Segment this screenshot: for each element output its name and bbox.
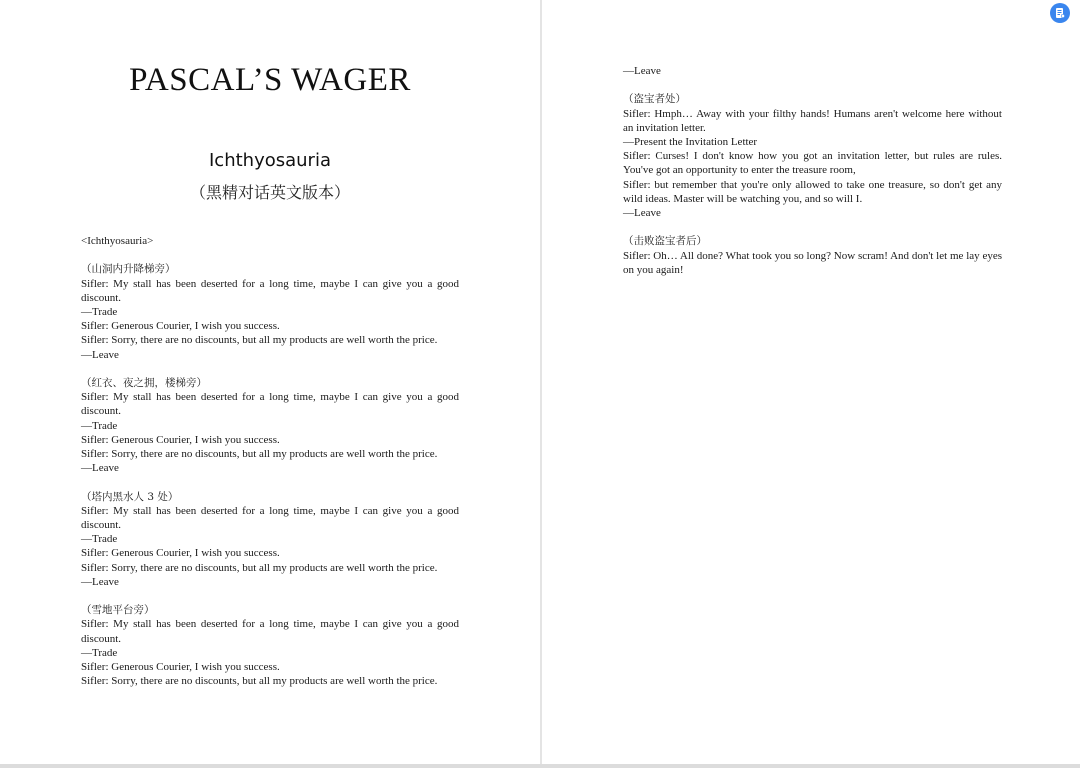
dialogue-line: Sifler: My stall has been deserted for a long time, maybe I can give you a good discount. xyxy=(81,504,459,532)
dialogue-line: —Leave xyxy=(623,65,661,77)
dialogue-line: —Leave xyxy=(81,462,119,475)
dialogue-line: Sifler: Sorry, there are no discounts, but all my products are well worth the price. xyxy=(81,334,438,347)
dialogue-line: Sifler: but remember that you're only allowed to take one treasure, so don't get any wild ideas. Master will be watching you, and so will I. xyxy=(623,178,1002,205)
right-sections xyxy=(623,92,1002,277)
dialogue-line: —Trade xyxy=(81,419,118,432)
dialogue-line: —Leave xyxy=(81,575,119,588)
dialogue-line: Sifler: Generous Courier, I wish you success. xyxy=(81,320,280,333)
dialogue-line: —Trade xyxy=(81,306,118,318)
section-tag: <Ichthyosauria> xyxy=(81,235,154,247)
section-heading: （盗宝者处） xyxy=(623,93,686,106)
dialogue-line: Sifler: Sorry, there are no discounts, but all my products are well worth the price. xyxy=(81,675,438,688)
section-heading: （雪地平台旁） xyxy=(81,604,155,617)
document-title: PASCAL’S WAGER xyxy=(129,62,411,98)
document-page-right xyxy=(542,0,1080,764)
dialogue-line: Sifler: Sorry, there are no discounts, but all my products are well worth the price. xyxy=(81,448,438,461)
dialogue-line: Sifler: Hmph… Away with your filthy hands! Humans aren't welcome here without an invitation letter. xyxy=(623,107,1002,134)
dialogue-line: —Trade xyxy=(81,646,118,659)
dialogue-line: Sifler: Generous Courier, I wish you success. xyxy=(81,547,280,560)
left-sections xyxy=(81,262,459,688)
dialogue-line: —Leave xyxy=(623,207,661,220)
document-icon[interactable] xyxy=(1050,3,1070,23)
dialogue-line: Sifler: Curses! I don't know how you got an invitation letter, but rules are rules. You've got an opportunity to enter the treasure room, xyxy=(623,150,1002,177)
dialogue-line: Sifler: Generous Courier, I wish you success. xyxy=(81,433,280,446)
dialogue-line: —Trade xyxy=(81,533,118,546)
document-subtitle-cn: （黑精对话英文版本） xyxy=(189,183,350,202)
dialogue-line: Sifler: Generous Courier, I wish you success. xyxy=(81,661,280,674)
section-heading: （塔内黑水人 3 处） xyxy=(81,490,179,503)
dialogue-line: —Leave xyxy=(81,348,119,361)
dialogue-line: Sifler: My stall has been deserted for a long time, maybe I can give you a good discount. xyxy=(81,391,459,418)
right-column xyxy=(623,64,1002,277)
left-column xyxy=(81,234,459,688)
document-page-left xyxy=(0,0,540,764)
dialogue-line: Sifler: Oh… All done? What took you so long? Now scram! And don't let me lay eyes on you again! xyxy=(623,249,1002,276)
section-heading: （红衣、夜之拥，楼梯旁） xyxy=(81,377,207,389)
dialogue-line: —Present the Invitation Letter xyxy=(623,136,758,148)
dialogue-line: Sifler: My stall has been deserted for a long time, maybe I can give you a good discount. xyxy=(81,618,459,645)
dialogue-line: Sifler: My stall has been deserted for a long time, maybe I can give you a good discount. xyxy=(81,277,459,304)
document-subtitle: Ichthyosauria xyxy=(209,150,331,171)
bottom-strip xyxy=(0,764,1080,768)
dialogue-line: Sifler: Sorry, there are no discounts, but all my products are well worth the price. xyxy=(81,561,438,574)
section-heading: （击败盗宝者后） xyxy=(623,235,707,248)
section-heading: （山洞内升降梯旁） xyxy=(81,263,176,276)
